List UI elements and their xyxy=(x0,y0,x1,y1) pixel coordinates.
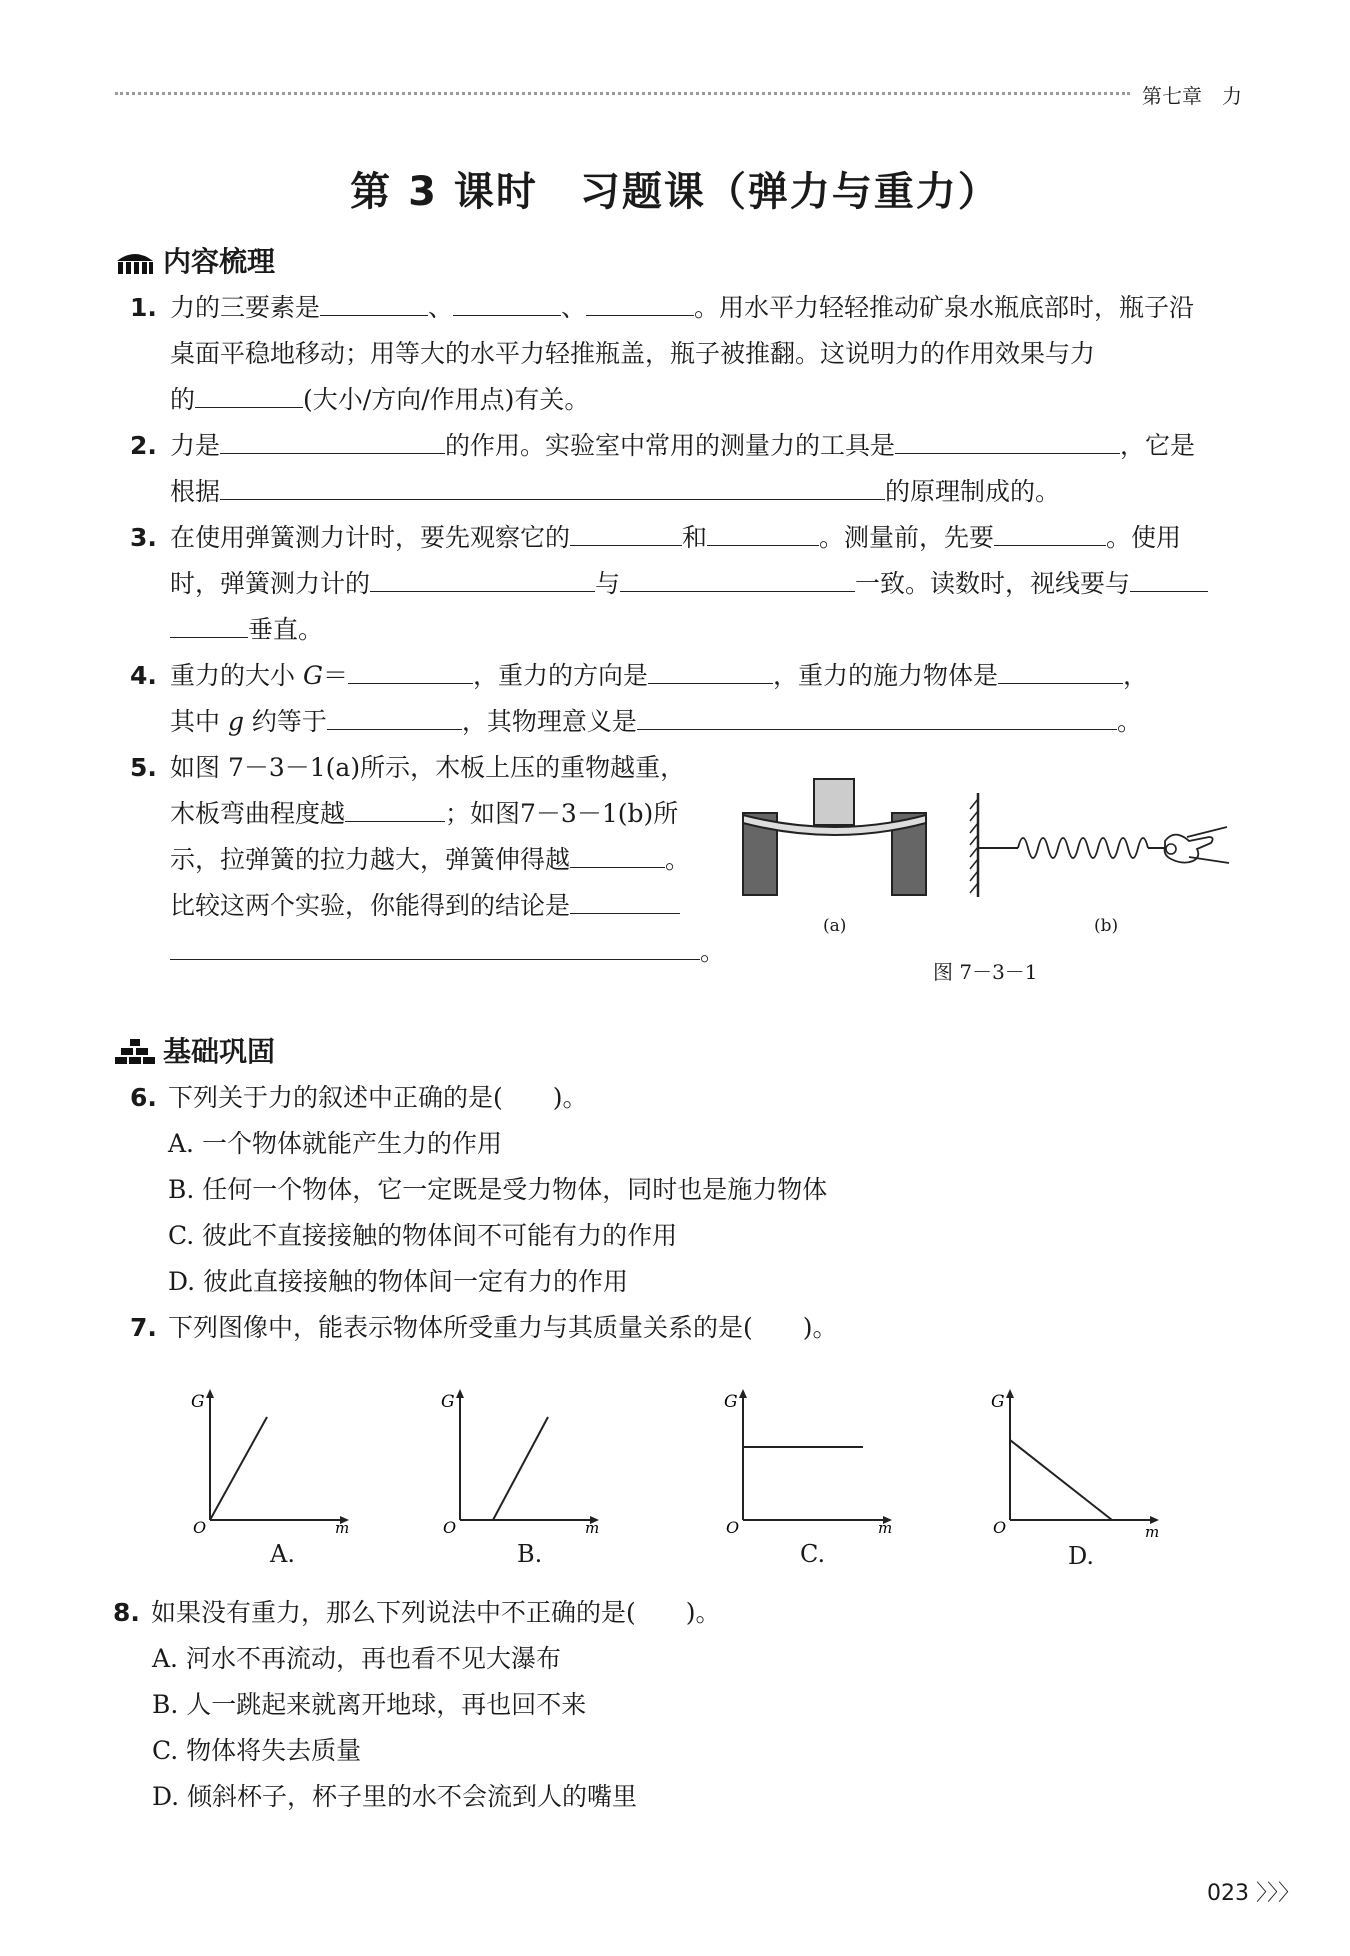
answer-blank[interactable] xyxy=(586,289,694,316)
axis-label-y: G xyxy=(441,1392,455,1412)
text: 一致。读数时，视线要与 xyxy=(855,569,1131,598)
figure-label-b: (b) xyxy=(1094,916,1119,936)
answer-blank[interactable] xyxy=(348,657,473,684)
graph-label-b[interactable]: B. xyxy=(517,1540,543,1568)
option-a[interactable]: A. 一个物体就能产生力的作用 xyxy=(168,1129,502,1158)
text: 的 xyxy=(170,385,196,414)
question-2 xyxy=(130,423,1250,515)
answer-blank[interactable] xyxy=(170,933,700,960)
section-heading-label: 基础巩固 xyxy=(163,1035,276,1068)
answer-blank[interactable] xyxy=(570,519,682,546)
question-number: 8. xyxy=(113,1598,140,1627)
text: 根据 xyxy=(170,477,221,506)
option-d[interactable]: D. 倾斜杯子，杯子里的水不会流到人的嘴里 xyxy=(152,1782,638,1811)
page-title: 第 3 课时 习题课（弹力与重力） xyxy=(350,169,1000,215)
text: 其中 xyxy=(170,707,228,736)
answer-blank[interactable] xyxy=(370,565,595,592)
answer-blank[interactable] xyxy=(195,381,303,408)
graph-b xyxy=(435,1385,610,1535)
question-number: 6. xyxy=(130,1083,157,1112)
text: 如果没有重力，那么下列说法中不正确的是( )。 xyxy=(151,1598,721,1627)
option-a[interactable]: A. 河水不再流动，再也看不见大瀑布 xyxy=(152,1644,561,1673)
option-d[interactable]: D. 彼此直接接触的物体间一定有力的作用 xyxy=(168,1267,629,1296)
text: 时，弹簧测力计的 xyxy=(170,569,371,598)
axis-label-y: G xyxy=(724,1392,738,1412)
option-c[interactable]: C. 物体将失去质量 xyxy=(152,1736,362,1765)
question-number: 4. xyxy=(130,661,157,690)
text: ， xyxy=(1122,661,1148,690)
question-4 xyxy=(130,653,1250,745)
text: 的原理制成的。 xyxy=(885,477,1061,506)
question-number: 1. xyxy=(130,293,157,322)
question-number: 3. xyxy=(130,523,157,552)
text: ；如图7－3－1(b)所 xyxy=(445,799,679,828)
question-6-stem xyxy=(130,1083,588,1113)
answer-blank[interactable] xyxy=(220,473,885,500)
text: 。用水平力轻轻推动矿泉水瓶底部时，瓶子沿 xyxy=(694,293,1195,322)
option-c[interactable]: C. 彼此不直接接触的物体间不可能有力的作用 xyxy=(168,1221,678,1250)
page-number: 023 〉〉〉 xyxy=(1207,1881,1300,1906)
axis-label-y: G xyxy=(991,1392,1005,1412)
text: ＝ xyxy=(322,661,348,690)
variable-g-capital: G xyxy=(302,661,323,690)
origin-label: O xyxy=(443,1518,457,1535)
answer-blank[interactable] xyxy=(570,887,680,914)
text: 下列图像中，能表示物体所受重力与其质量关系的是( )。 xyxy=(168,1313,838,1342)
section-heading-basics xyxy=(115,1030,275,1070)
spring-pull-diagram xyxy=(970,793,1229,897)
text: 桌面平稳地移动；用等大的水平力轻推瓶盖，瓶子被推翻。这说明力的作用效果与力 xyxy=(170,339,1096,368)
text: 。使用 xyxy=(1106,523,1182,552)
question-3 xyxy=(130,515,1250,653)
text: 的作用。实验室中常用的测量力的工具是 xyxy=(445,431,896,460)
text: 力是 xyxy=(170,431,221,460)
text: ，重力的施力物体是 xyxy=(772,661,998,690)
axis-label-x: m xyxy=(585,1519,600,1535)
graph-a xyxy=(185,1385,360,1535)
answer-blank[interactable] xyxy=(220,427,445,454)
question-5 xyxy=(130,745,730,975)
text: 与 xyxy=(595,569,621,598)
text: 。 xyxy=(700,937,726,966)
graph-label-d[interactable]: D. xyxy=(1068,1542,1095,1570)
answer-blank[interactable] xyxy=(994,519,1106,546)
axis-label-x: m xyxy=(1145,1523,1160,1540)
figure-7-3-1 xyxy=(735,765,1235,915)
text: ，它是 xyxy=(1120,431,1196,460)
figure-caption: 图 7－3－1 xyxy=(933,960,1038,984)
answer-blank[interactable] xyxy=(895,427,1120,454)
graph-label-c[interactable]: C. xyxy=(800,1540,826,1568)
text: 比较这两个实验，你能得到的结论是 xyxy=(170,891,571,920)
answer-blank[interactable] xyxy=(570,841,665,868)
question-number: 7. xyxy=(130,1313,157,1342)
text: 约等于 xyxy=(243,707,327,736)
answer-blank[interactable] xyxy=(648,657,773,684)
graph-c xyxy=(718,1385,903,1535)
question-8-stem xyxy=(113,1598,721,1628)
question-1 xyxy=(130,285,1250,423)
text: 下列关于力的叙述中正确的是( )。 xyxy=(168,1083,588,1112)
answer-blank[interactable] xyxy=(320,289,428,316)
answer-blank[interactable] xyxy=(637,703,1117,730)
section-heading-content xyxy=(115,240,275,280)
origin-label: O xyxy=(193,1518,207,1535)
question-number: 2. xyxy=(130,431,157,460)
option-b[interactable]: B. 人一跳起来就离开地球，再也回不来 xyxy=(152,1690,587,1719)
axis-label-y: G xyxy=(191,1392,205,1412)
graph-d xyxy=(985,1385,1170,1540)
text: 木板弯曲程度越 xyxy=(170,799,346,828)
figure-label-a: (a) xyxy=(823,916,847,936)
option-b[interactable]: B. 任何一个物体，它一定既是受力物体，同时也是施力物体 xyxy=(168,1175,828,1204)
text: 重力的大小 xyxy=(170,661,303,690)
section-heading-label: 内容梳理 xyxy=(163,245,276,278)
columns-icon xyxy=(115,247,155,275)
text: ，重力的方向是 xyxy=(472,661,648,690)
text: 如图 7－3－1(a)所示，木板上压的重物越重， xyxy=(170,753,686,782)
answer-blank[interactable] xyxy=(620,565,855,592)
text: 、 xyxy=(561,293,587,322)
text: 在使用弹簧测力计时，要先观察它的 xyxy=(170,523,571,552)
text: 垂直。 xyxy=(248,615,324,644)
question-7-stem xyxy=(130,1313,838,1343)
chapter-header: 第七章 力 xyxy=(1142,84,1242,108)
answer-blank[interactable] xyxy=(707,519,819,546)
answer-blank[interactable] xyxy=(345,795,445,822)
answer-blank[interactable] xyxy=(327,703,462,730)
answer-blank[interactable] xyxy=(998,657,1123,684)
answer-blank[interactable] xyxy=(170,611,248,638)
text: 示，拉弹簧的拉力越大，弹簧伸得越 xyxy=(170,845,571,874)
text: (大小/方向/作用点)有关。 xyxy=(303,385,590,414)
answer-blank[interactable] xyxy=(1130,565,1208,592)
text: 。测量前，先要 xyxy=(819,523,995,552)
text: ，其物理意义是 xyxy=(461,707,637,736)
question-number: 5. xyxy=(130,753,157,782)
origin-label: O xyxy=(726,1518,740,1535)
text: 。 xyxy=(1116,707,1142,736)
answer-blank[interactable] xyxy=(453,289,561,316)
origin-label: O xyxy=(993,1518,1007,1537)
header-rule xyxy=(115,92,1130,95)
variable-g: g xyxy=(227,707,244,736)
text: 和 xyxy=(682,523,708,552)
bricks-icon xyxy=(115,1037,155,1065)
axis-label-x: m xyxy=(335,1519,350,1535)
board-weight-diagram xyxy=(743,779,926,895)
axis-label-x: m xyxy=(878,1519,893,1535)
text: 。 xyxy=(665,845,691,874)
text: 力的三要素是 xyxy=(170,293,321,322)
text: 、 xyxy=(428,293,454,322)
graph-label-a[interactable]: A. xyxy=(270,1540,295,1568)
